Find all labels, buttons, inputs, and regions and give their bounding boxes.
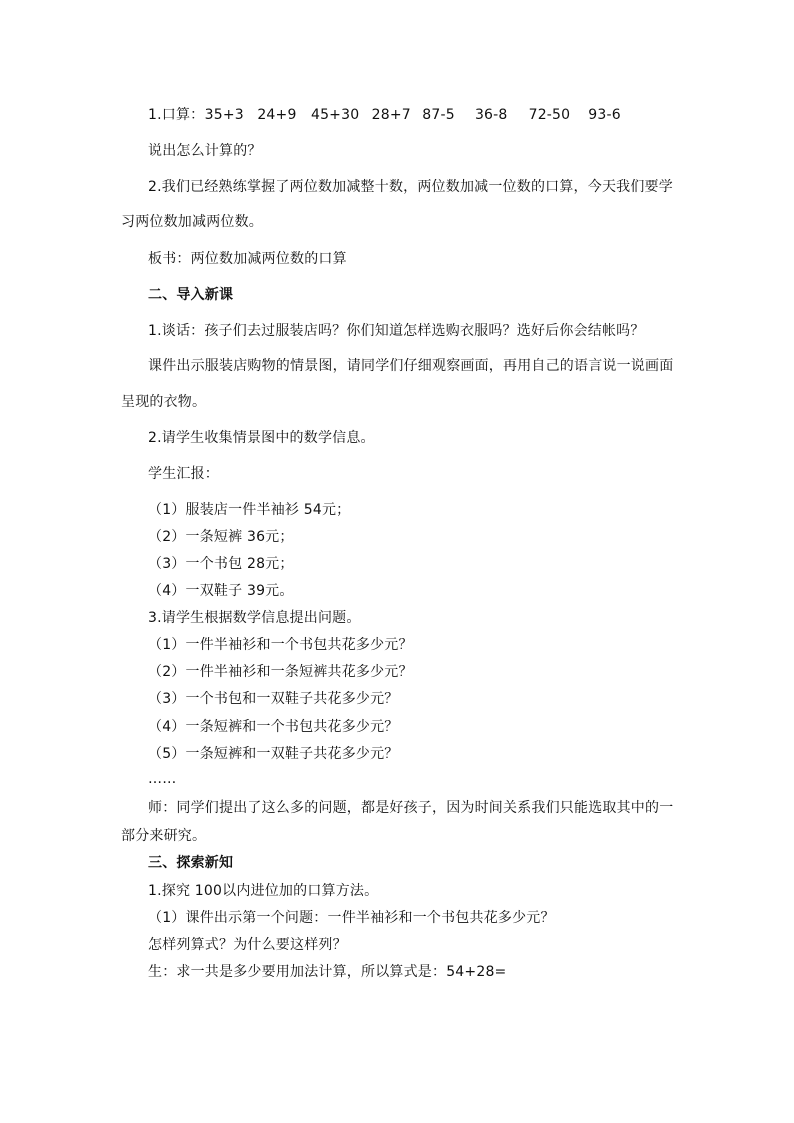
oral-calc-expr: 28+7: [371, 107, 411, 123]
paragraph-text: 2.我们已经熟练掌握了两位数加减整十数，两位数加减一位数的口算，今天我们要学: [148, 179, 673, 195]
list-item: （1）服装店一件半袖衫 54元；: [148, 502, 351, 518]
paragraph-text: 习两位数加减两位数。: [121, 214, 263, 230]
section-heading: 三、探索新知: [148, 855, 234, 871]
oral-calc-expr: 87-5: [422, 107, 455, 123]
oral-calc-expr: 45+30: [310, 107, 360, 123]
paragraph-text: 师：同学们提出了这么多的问题，都是好孩子，因为时间关系我们只能选取其中的一: [148, 800, 674, 816]
paragraph-text: 呈现的衣物。: [121, 394, 207, 410]
oral-calc-expr: 35+3: [204, 107, 244, 123]
oral-calc-label: 1.口算：: [148, 107, 205, 123]
section-heading: 二、导入新课: [148, 287, 234, 303]
oral-calc-expr: 24+9: [257, 107, 297, 123]
paragraph-text: 课件出示服装店购物的情景图，请同学们仔细观察画面，再用自己的语言说一说画面: [148, 358, 674, 374]
oral-calc-expr: 36-8: [474, 107, 508, 123]
board-note: 板书：两位数加减两位数的口算: [148, 251, 347, 267]
list-item: （2）一条短裤 36元；: [148, 529, 294, 545]
oral-calc-line: [148, 106, 621, 124]
paragraph-text: 1.探究 100以内进位加的口算方法。: [148, 883, 379, 899]
list-item: （2）一件半袖衫和一条短裤共花多少元？: [148, 664, 413, 680]
paragraph-text: 学生汇报：: [148, 466, 219, 482]
paragraph-text: 部分来研究。: [121, 828, 207, 844]
oral-calc-expr: 72-50: [528, 107, 571, 123]
paragraph-text: 说出怎么计算的？: [148, 143, 262, 159]
paragraph-text: 怎样列算式？为什么要这样列？: [148, 937, 347, 953]
paragraph-text: 1.谈话：孩子们去过服装店吗？你们知道怎样选购衣服吗？选好后你会结帐吗？: [148, 323, 645, 339]
paragraph-text: 生：求一共是多少要用加法计算，所以算式是：54+28=: [148, 964, 507, 980]
oral-calc-expr: 93-6: [588, 107, 621, 123]
paragraph-text: 3.请学生根据数学信息提出问题。: [148, 610, 361, 626]
list-item: （3）一个书包 28元；: [148, 556, 294, 572]
list-item: （3）一个书包和一双鞋子共花多少元？: [148, 691, 399, 707]
list-item: （4）一双鞋子 39元。: [148, 583, 294, 599]
list-item: （5）一条短裤和一双鞋子共花多少元？: [148, 746, 399, 762]
list-item: （1）一件半袖衫和一个书包共花多少元？: [148, 637, 413, 653]
paragraph-text: 2.请学生收集情景图中的数学信息。: [148, 430, 375, 446]
list-item: （1）课件出示第一个问题：一件半袖衫和一个书包共花多少元？: [148, 910, 555, 926]
list-item: （4）一条短裤和一个书包共花多少元？: [148, 719, 399, 735]
ellipsis: ……: [148, 771, 177, 787]
